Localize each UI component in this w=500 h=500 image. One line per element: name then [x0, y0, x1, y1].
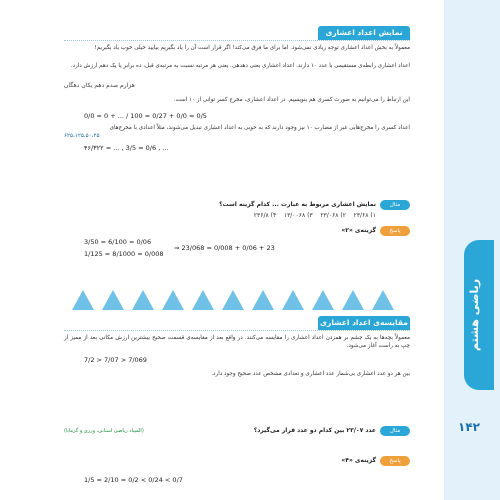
source-tag: (المپیاد ریاضی استانی، ورزی و گرمابا) — [64, 428, 144, 434]
page-number: ۱۴۲ — [458, 420, 480, 434]
formula-5: ⇒ 23/068 = 0/008 + 0/06 + 23 — [174, 244, 275, 252]
section-title-decimal-comparison: مقایسه‌ی اعداد اعشاری — [318, 316, 410, 330]
side-strip — [444, 0, 500, 500]
denominators-list: ۶۲۵،۱۲۵،۵۰،۲۵ — [64, 133, 100, 139]
formula-2: ۴۶/۳۲۲ = ... , 3/5 = 0/6 , ... — [84, 144, 169, 152]
paragraph-comparison: معمولاً بچه‌ها به یک چشم بر همزدن اعداد اعشاری را مقایسه می‌کنند. در واقع بعد از مقایسه‌ی قسمت صحیح بیشترین ارزش مکانی بعد از ممیز از چپ به راست آغاز می‌شود. — [64, 335, 410, 349]
triangle-shape — [72, 290, 94, 310]
paragraph-decimal-definition: اعداد اعشاری رابطه‌ی مستقیمی با عدد ۱۰ دارند. اعداد اعشاری یعنی دهدهی. یعنی هر مرتبه نسبت به مرتبه‌ی قبل، ده برابر یا یک دهم ارزش دارد. — [70, 63, 410, 69]
options-row — [254, 212, 376, 219]
formula-3: 3/50 = 6/100 = 0/06 — [84, 238, 152, 246]
option-1[interactable]: ۱) ۲۳/۶۸ — [353, 212, 376, 219]
triangle-shape — [372, 290, 394, 310]
section-title-decimal-representation: نمایش اعداد اعشاری — [318, 26, 410, 40]
option-2[interactable]: ۲) ۲۳/۰۶۸ — [320, 212, 346, 219]
content-area — [64, 26, 410, 496]
book-title: ریاضی هشتم — [468, 278, 481, 352]
example-label: مثال — [380, 200, 410, 210]
triangle-shape — [192, 290, 214, 310]
divider — [64, 330, 410, 331]
triangle-shape — [312, 290, 334, 310]
example-label-2: مثال — [380, 426, 410, 436]
answer-label-2: پاسخ — [380, 456, 410, 466]
place-value-labels: هزارم صدم دهم یکان دهگان — [64, 82, 135, 89]
triangle-shape — [132, 290, 154, 310]
answer-text-2: گزینه‌ی «۴» — [341, 457, 376, 464]
formula-6: 7/2 > 7/07 > 7/069 — [84, 356, 147, 364]
triangle-shape — [282, 290, 304, 310]
paragraph-fraction-relation: این ارتباط را می‌توانیم به صورت کسری هم بنویسیم. در اعداد اعشاری، مخرج کسر توانی از ۱۰ است. — [173, 97, 410, 103]
option-3[interactable]: ۳) ۱۳/۰۰۶۸ — [283, 212, 313, 219]
answer-label: پاسخ — [380, 226, 410, 236]
divider — [64, 40, 410, 41]
answer-text: گزینه‌ی «۲» — [341, 227, 376, 234]
triangle-illustrations — [64, 288, 410, 310]
triangle-shape — [222, 290, 244, 310]
formula-4: 1/125 = 8/1000 = 0/008 — [84, 250, 164, 258]
formula-1: 0/0 = 0 + ... / 100 = 0/27 + 0/0 = 0/5 — [84, 112, 207, 120]
paragraph-between-numbers: بین هر دو عدد اعشاری بی‌شمار عدد اعشاری و تعدادی مشخص عدد صحیح وجود دارد. — [211, 371, 410, 377]
triangle-shape — [102, 290, 124, 310]
triangle-shape — [162, 290, 184, 310]
formula-7: 1/5 = 2/10 = 0/2 < 0/24 < 0/7 — [84, 476, 183, 484]
triangle-shape — [252, 290, 274, 310]
example-question: نمایش اعشاری مربوط به عبارت ... کدام گزینه است؟ — [219, 201, 376, 208]
option-4[interactable]: ۴) ۲۳۶/۸ — [253, 212, 277, 219]
example-question-2: عدد ۲۳/۰۷ بین کدام دو عدد قرار می‌گیرد؟ — [253, 427, 376, 434]
paragraph-intro: معمولاً به بخش اعداد اعشاری توجه زیادی نمی‌شود. اما برای ما فرق می‌کند! اگر قرار است آن را یاد بگیریم بیایید خیلی خوب یاد بگیریم! — [94, 45, 410, 51]
triangle-shape — [342, 290, 364, 310]
page — [28, 12, 460, 488]
paragraph-other-denominators: اعداد کسری را مخرج‌هایی غیر از مضارب ۱۰ نیز وجود دارند که به خوبی به اعداد اعشاری تبدیل می‌شوند، مثلاً اعدادی با مخرج‌های — [109, 125, 410, 131]
